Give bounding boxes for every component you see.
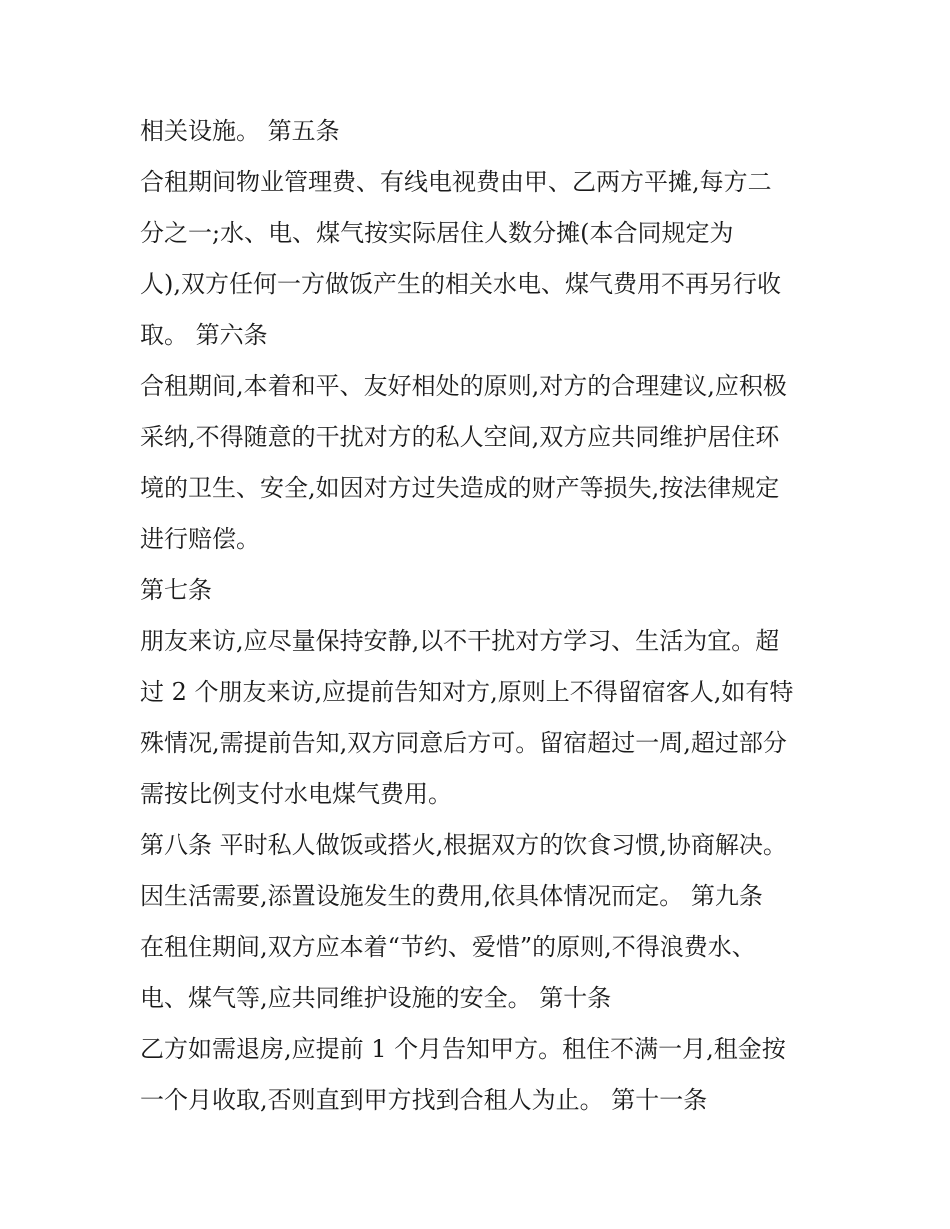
- text-line: 一个月收取,否则直到甲方找到合租人为止。 第十一条: [140, 1086, 708, 1114]
- text-line: 人),双方任何一方做饭产生的相关水电、煤气费用不再另行收: [140, 270, 781, 298]
- text-line: 过 2 个朋友来访,应提前告知对方,原则上不得留宿客人,如有特: [140, 678, 794, 706]
- text-line: 电、煤气等,应共同维护设施的安全。 第十条: [140, 984, 612, 1012]
- text-line: 第八条 平时私人做饭或搭火,根据双方的饮食习惯,协商解决。: [140, 831, 787, 859]
- text-line: 采纳,不得随意的干扰对方的私人空间,双方应共同维护居住环: [140, 423, 780, 451]
- text-line: 殊情况,需提前告知,双方同意后方可。留宿超过一周,超过部分: [140, 729, 787, 757]
- text-line: 进行赔偿。: [140, 525, 260, 553]
- text-line: 乙方如需退房,应提前 1 个月告知甲方。租住不满一月,租金按: [140, 1035, 786, 1063]
- text-line: 在租住期间,双方应本着“节约、爱惜”的原则,不得浪费水、: [140, 933, 756, 961]
- text-line: 需按比例支付水电煤气费用。: [140, 780, 452, 808]
- text-line: 因生活需要,添置设施发生的费用,依具体情况而定。 第九条: [140, 882, 763, 910]
- text-line: 合租期间,本着和平、友好相处的原则,对方的合理建议,应积极: [140, 372, 787, 400]
- document-body: [140, 106, 820, 1126]
- text-line: 第七条: [140, 576, 212, 604]
- text-line: 取。 第六条: [140, 321, 268, 349]
- text-line: 境的卫生、安全,如因对方过失造成的财产等损失,按法律规定: [140, 474, 780, 502]
- text-line: 分之一;水、电、煤气按实际居住人数分摊(本合同规定为: [140, 219, 734, 247]
- text-line: 相关设施。 第五条: [140, 117, 340, 145]
- text-line: 合租期间物业管理费、有线电视费由甲、乙两方平摊,每方二: [140, 168, 772, 196]
- text-line: 朋友来访,应尽量保持安静,以不干扰对方学习、生活为宜。超: [140, 627, 780, 655]
